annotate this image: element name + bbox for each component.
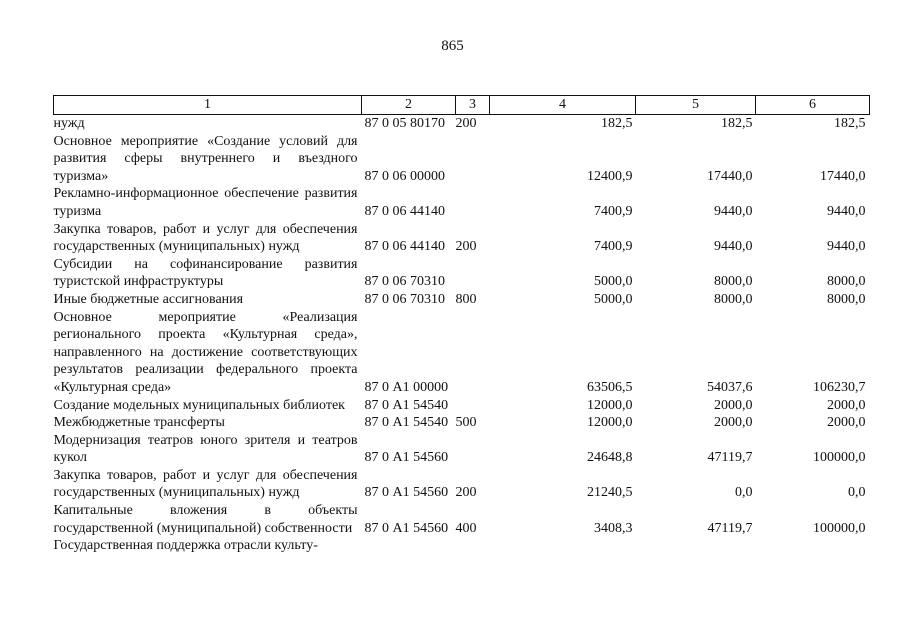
row-code: 87 0 А1 54540 (364, 415, 449, 431)
row-value-col4: 12000,0 (587, 415, 633, 431)
row-value-col4: 7400,9 (594, 203, 633, 219)
row-value-col5: 0,0 (735, 485, 753, 501)
row-code: 87 0 06 70310 (364, 274, 445, 290)
row-value-col6: 17440,0 (820, 168, 866, 184)
row-value-col5: 8000,0 (714, 274, 753, 290)
row-expense-type (456, 432, 490, 467)
column-header-1: 1 (54, 96, 362, 115)
row-value-col4: 7400,9 (594, 239, 633, 255)
row-code (362, 537, 456, 555)
row-value-col5: 2000,0 (714, 397, 753, 413)
row-expense-type: 500 (455, 415, 477, 431)
table-row (54, 414, 870, 432)
column-header-2: 2 (362, 96, 456, 115)
row-expense-type (456, 397, 490, 415)
row-code: 87 0 06 44140 (364, 203, 445, 219)
row-expense-type (456, 309, 490, 397)
row-value-col6: 8000,0 (827, 274, 866, 290)
row-value-col5: 182,5 (721, 116, 753, 131)
row-code: 87 0 А1 54560 (364, 485, 449, 501)
row-name: Закупка товаров, работ и услуг для обеспечения государственных (муниципальных) нужд (53, 221, 358, 255)
row-value-col6: 106230,7 (813, 379, 866, 395)
row-value-col4: 182,5 (601, 116, 633, 131)
row-code: 87 0 А1 54560 (364, 450, 449, 466)
table-row (54, 115, 870, 133)
row-value-col6: 9440,0 (827, 203, 866, 219)
row-name: Субсидии на софинансирование развития туристской инфраструктуры (53, 256, 358, 290)
row-value-col5: 47119,7 (707, 450, 753, 466)
row-value-col6: 8000,0 (827, 291, 866, 307)
table-row (54, 467, 870, 502)
row-code: 87 0 А1 00000 (364, 379, 449, 395)
row-value-col5: 17440,0 (707, 168, 753, 184)
row-name: Основное мероприятие «Реализация регионального проекта «Культурная среда», направленного на достижение соответствующих результатов реализации федерального проекта «Культурная среда» (53, 309, 358, 395)
row-code: 87 0 05 80170 (364, 116, 445, 131)
table-row (54, 185, 870, 220)
row-name: Рекламно-информационное обеспечение развития туризма (53, 186, 358, 219)
row-expense-type: 200 (455, 239, 477, 255)
row-value-col5 (636, 537, 756, 555)
row-code: 87 0 А1 54560 (364, 520, 449, 536)
row-value-col5: 9440,0 (714, 203, 753, 219)
row-value-col6: 2000,0 (827, 397, 866, 413)
row-expense-type (456, 256, 490, 291)
row-value-col6: 182,5 (834, 116, 866, 131)
table-row (54, 309, 870, 397)
row-expense-type (456, 185, 490, 220)
row-value-col4 (490, 537, 636, 555)
column-header-5: 5 (636, 96, 756, 115)
table-row (54, 256, 870, 291)
row-name: Создание модельных муниципальных библиотек (53, 397, 345, 413)
table-row (54, 537, 870, 555)
row-code: 87 0 06 44140 (364, 239, 445, 255)
budget-table (53, 95, 870, 555)
row-value-col4: 12400,9 (587, 168, 633, 184)
row-name: Иные бюджетные ассигнования (53, 291, 244, 307)
row-value-col5: 2000,0 (714, 415, 753, 431)
row-value-col6: 100000,0 (813, 450, 866, 466)
row-value-col4: 24648,8 (587, 450, 633, 466)
row-value-col4: 3408,3 (594, 520, 633, 536)
row-value-col4: 21240,5 (587, 485, 633, 501)
row-name: нужд (53, 116, 85, 131)
row-name: Основное мероприятие «Создание условий для развития сферы внутреннего и въездного туризма» (53, 133, 358, 184)
row-value-col4: 5000,0 (594, 291, 633, 307)
column-header-4: 4 (490, 96, 636, 115)
row-expense-type (456, 537, 490, 555)
row-value-col5: 54037,6 (707, 379, 753, 395)
row-value-col4: 12000,0 (587, 397, 633, 413)
row-value-col6: 9440,0 (827, 239, 866, 255)
row-name: Государственная поддержка отрасли культу- (53, 538, 318, 554)
row-expense-type: 200 (455, 485, 477, 501)
row-code: 87 0 06 70310 (364, 291, 445, 307)
row-expense-type: 800 (455, 291, 477, 307)
row-value-col6: 100000,0 (813, 520, 866, 536)
row-value-col6: 0,0 (848, 485, 866, 501)
table-row (54, 221, 870, 256)
table-row (54, 502, 870, 537)
row-value-col5: 47119,7 (707, 520, 753, 536)
column-header-3: 3 (456, 96, 490, 115)
column-header-6: 6 (756, 96, 870, 115)
table-row (54, 291, 870, 309)
row-value-col5: 9440,0 (714, 239, 753, 255)
header-row (54, 96, 870, 115)
row-name: Модернизация театров юного зрителя и театров кукол (53, 432, 358, 466)
row-expense-type: 400 (455, 520, 477, 536)
page-number: 865 (441, 38, 464, 54)
row-value-col4: 63506,5 (587, 379, 633, 395)
row-value-col4: 5000,0 (594, 274, 633, 290)
row-value-col6: 2000,0 (827, 415, 866, 431)
table-row (54, 432, 870, 467)
row-name: Закупка товаров, работ и услуг для обеспечения государственных (муниципальных) нужд (53, 467, 358, 501)
table-row (54, 397, 870, 415)
table-row (54, 133, 870, 186)
row-name: Капитальные вложения в объекты государственной (муниципальной) собственности (53, 503, 358, 536)
row-name: Межбюджетные трансферты (53, 415, 225, 431)
row-code: 87 0 А1 54540 (364, 397, 449, 413)
row-expense-type: 200 (455, 116, 477, 131)
row-code: 87 0 06 00000 (364, 168, 445, 184)
row-expense-type (456, 133, 490, 186)
row-value-col5: 8000,0 (714, 291, 753, 307)
row-value-col6 (756, 537, 870, 555)
